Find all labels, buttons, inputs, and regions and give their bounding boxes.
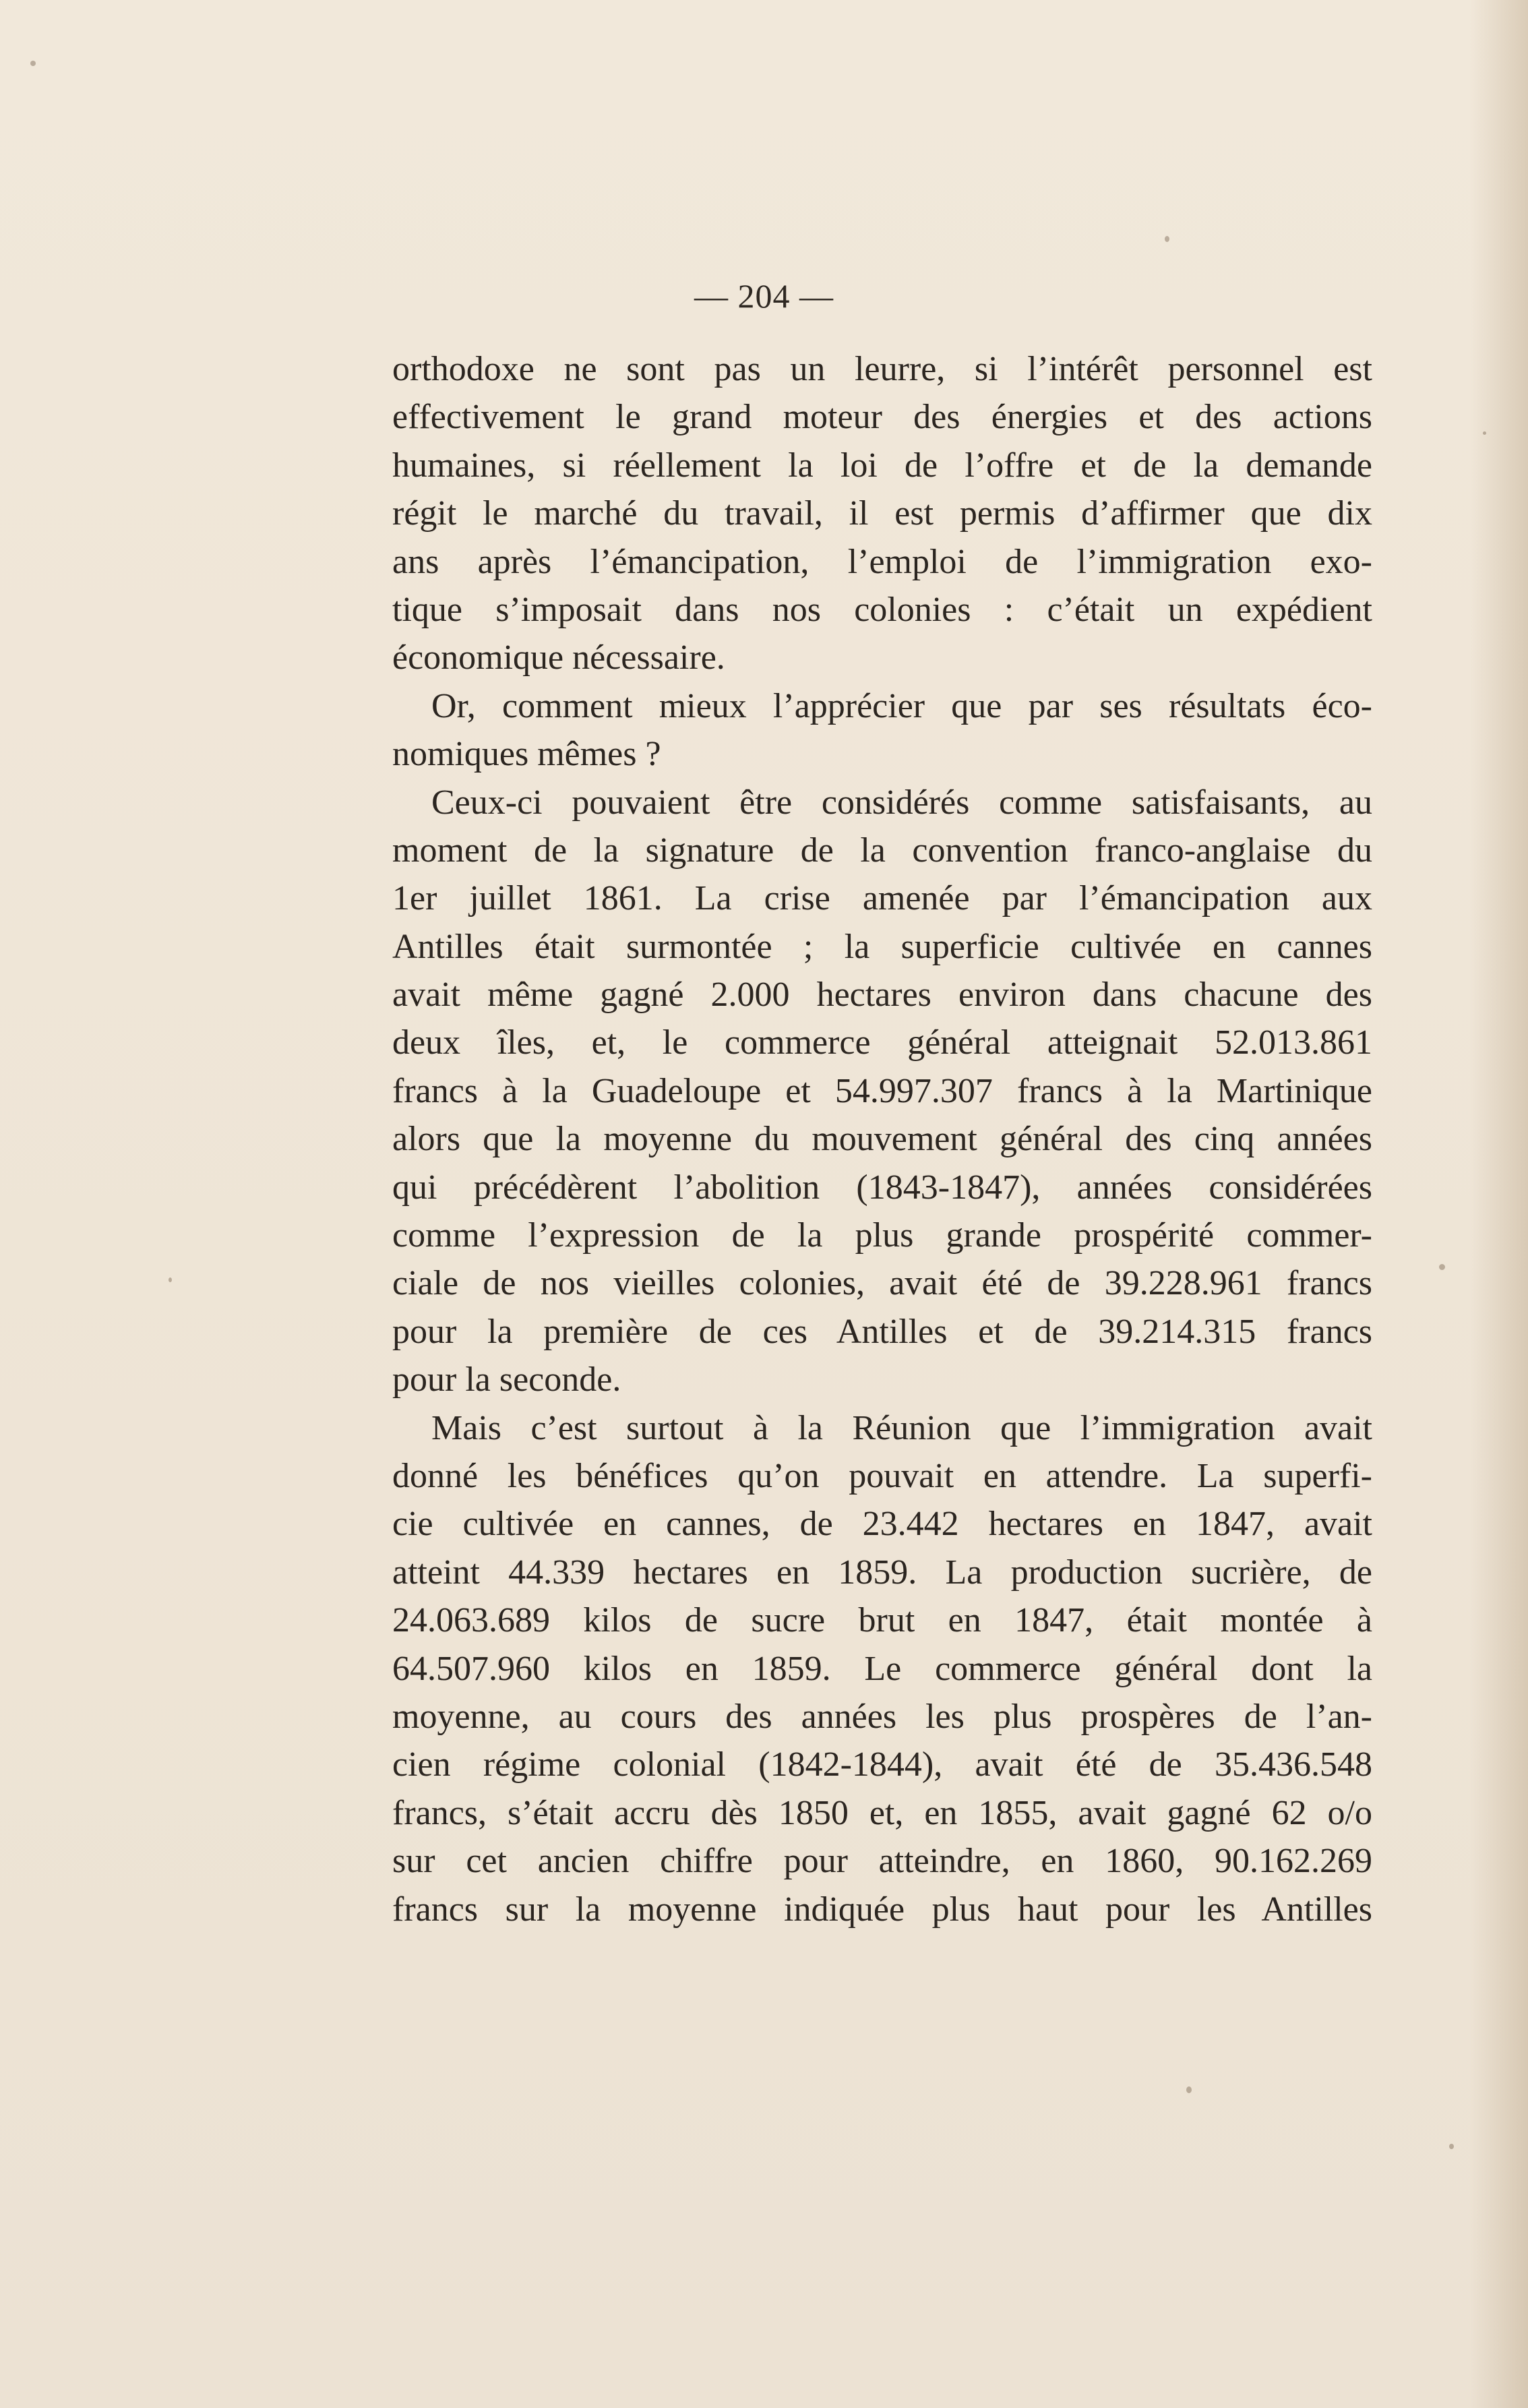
- text-line: donné les bénéfices qu’on pouvait en attendre. La superfi-: [392, 1456, 1372, 1495]
- text-line: moyenne, au cours des années les plus prospères de l’an-: [392, 1697, 1372, 1736]
- page-number: — 204 —: [694, 277, 834, 315]
- text-line: francs, s’était accru dès 1850 et, en 1855, avait gagné 62 o/o: [392, 1793, 1372, 1832]
- text-line: cien régime colonial (1842-1844), avait été de 35.436.548: [392, 1745, 1372, 1784]
- text-line: francs à la Guadeloupe et 54.997.307 francs à la Martinique: [392, 1071, 1372, 1110]
- text-line: comme l’expression de la plus grande prospérité commer-: [392, 1216, 1372, 1255]
- paper-speck: [1186, 2086, 1192, 2093]
- text-line: Or, comment mieux l’apprécier que par ses résultats éco-: [431, 686, 1372, 725]
- paper-speck: [1449, 2144, 1454, 2149]
- text-line: effectivement le grand moteur des énergies et des actions: [392, 398, 1372, 437]
- text-line: 24.063.689 kilos de sucre brut en 1847, était montée à: [392, 1601, 1372, 1640]
- paper-speck: [169, 1277, 172, 1282]
- text-line: économique nécessaire.: [392, 638, 725, 678]
- text-line: pour la première de ces Antilles et de 39.214.315 francs: [392, 1312, 1372, 1351]
- text-line: ans après l’émancipation, l’emploi de l’immigration exo-: [392, 542, 1372, 581]
- text-line: moment de la signature de la convention franco-anglaise du: [392, 831, 1372, 870]
- text-line: alors que la moyenne du mouvement général des cinq années: [392, 1120, 1372, 1159]
- text-line: nomiques mêmes ?: [392, 735, 661, 774]
- text-line: ciale de nos vieilles colonies, avait été de 39.228.961 francs: [392, 1264, 1372, 1303]
- paper-speck: [1483, 431, 1486, 435]
- text-line: Mais c’est surtout à la Réunion que l’immigration avait: [431, 1408, 1372, 1447]
- text-line: cie cultivée en cannes, de 23.442 hectares en 1847, avait: [392, 1505, 1372, 1544]
- text-line: régit le marché du travail, il est permis d’affirmer que dix: [392, 494, 1372, 533]
- text-line: Antilles était surmontée ; la superficie cultivée en cannes: [392, 927, 1372, 966]
- text-line: orthodoxe ne sont pas un leurre, si l’intérêt personnel est: [392, 350, 1372, 388]
- text-line: 64.507.960 kilos en 1859. Le commerce général dont la: [392, 1649, 1372, 1688]
- paper-speck: [1439, 1264, 1445, 1270]
- text-line: atteint 44.339 hectares en 1859. La production sucrière, de: [392, 1553, 1372, 1592]
- text-line: francs sur la moyenne indiquée plus haut pour les Antilles: [392, 1890, 1372, 1929]
- body-text: [392, 345, 1372, 1933]
- text-line: pour la seconde.: [392, 1360, 621, 1399]
- text-line: avait même gagné 2.000 hectares environ dans chacune des: [392, 975, 1372, 1015]
- text-line: humaines, si réellement la loi de l’offre et de la demande: [392, 446, 1372, 485]
- text-line: 1er juillet 1861. La crise amenée par l’émancipation aux: [392, 879, 1372, 918]
- text-line: sur cet ancien chiffre pour atteindre, en 1860, 90.162.269: [392, 1842, 1372, 1881]
- text-line: qui précédèrent l’abolition (1843-1847), années considérées: [392, 1168, 1372, 1207]
- text-line: deux îles, et, le commerce général atteignait 52.013.861: [392, 1023, 1372, 1062]
- paper-speck: [30, 61, 36, 66]
- text-line: Ceux-ci pouvaient être considérés comme satisfaisants, au: [431, 783, 1372, 822]
- text-line: tique s’imposait dans nos colonies : c’était un expédient: [392, 590, 1372, 629]
- paper-speck: [1165, 236, 1169, 242]
